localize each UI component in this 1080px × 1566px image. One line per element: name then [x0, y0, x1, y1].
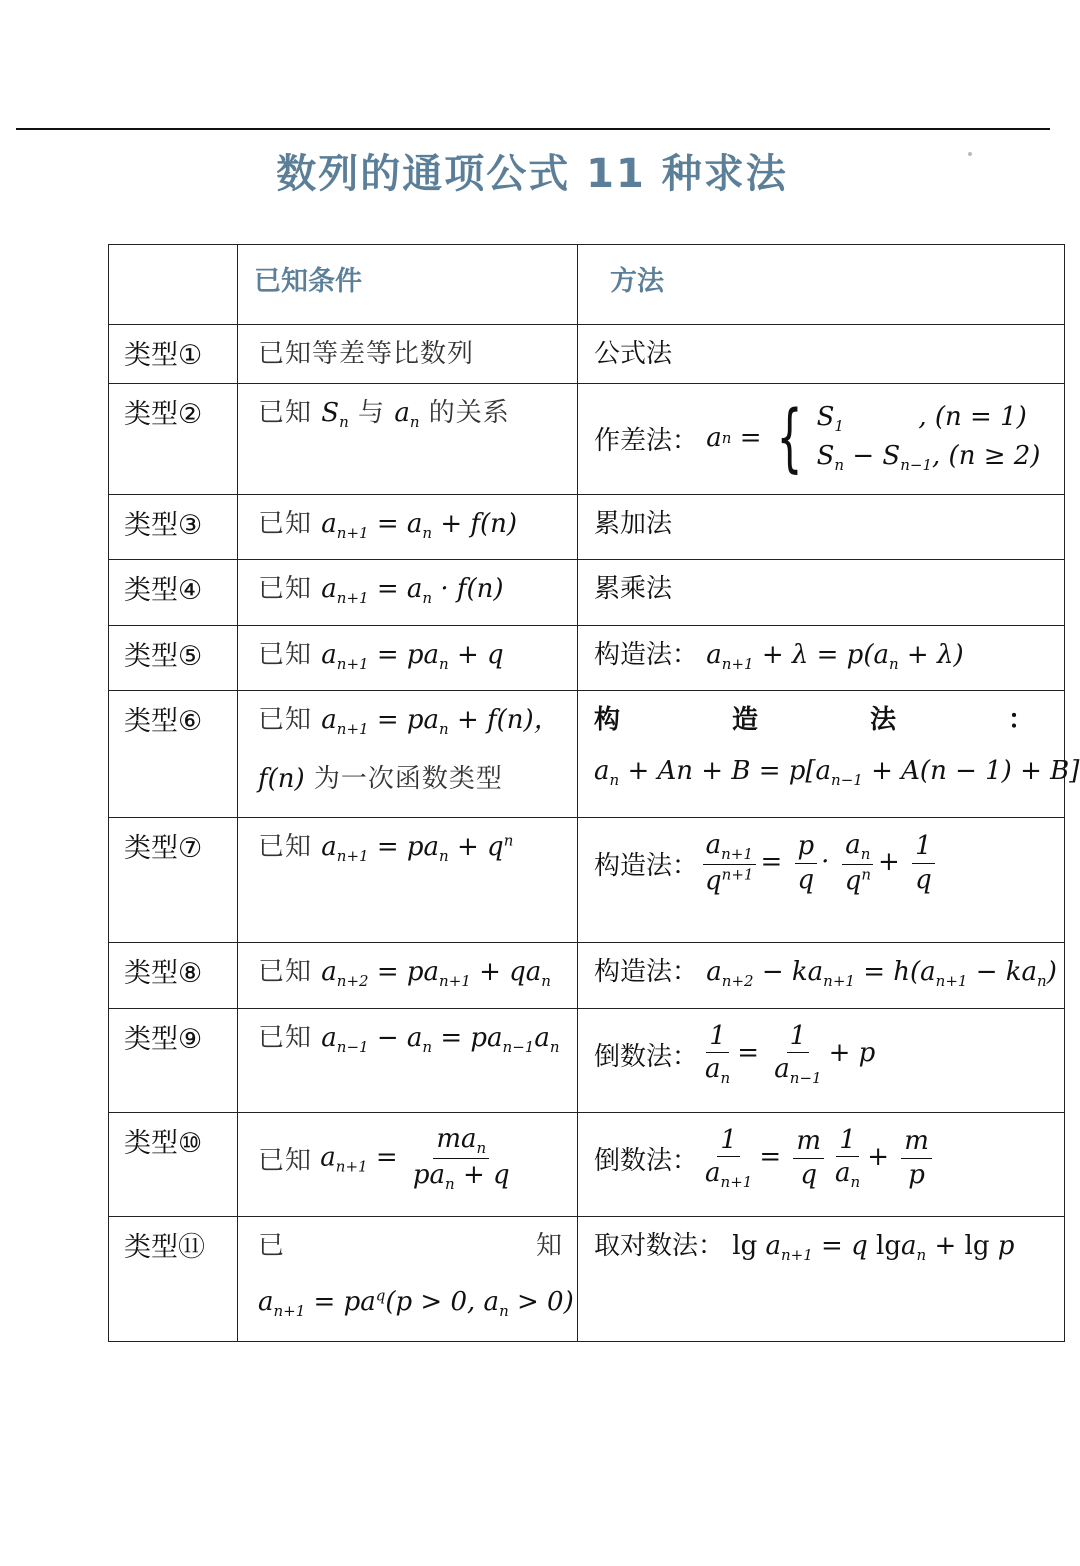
cond-prefix: 已知: [258, 509, 313, 539]
method-label: 倒数法：: [594, 1145, 699, 1176]
cond-prefix: 已知: [258, 1145, 313, 1176]
method-char: 法: [869, 705, 896, 735]
formula: $\lg a_{n+1} = q$ lga$_n$ + lg p: [732, 1231, 1015, 1265]
type-label: 类型⑩: [109, 1113, 238, 1217]
formula: $\frac{1}{a_{n+1}}$ = $\frac{m}{q}$ $\frac{1}{a_n}$ + $\frac{m}{p}$: [698, 1124, 936, 1192]
cond-prefix: 已知: [258, 574, 313, 604]
method-cell: 公式法: [578, 325, 1065, 384]
condition-cell: [238, 691, 578, 818]
cond-prefix: 已知: [258, 640, 313, 670]
formula: $a_{n+2} - ka_{n+1} = h(a_{n+1} - ka_n)$: [706, 957, 1057, 991]
condition-cell: [238, 495, 578, 560]
formula: $a_{n+1} = a_n + f(n)$: [321, 509, 518, 543]
type-label: 类型⑨: [109, 1009, 238, 1113]
cond-char: 已: [258, 1231, 286, 1261]
method-cell: [578, 943, 1065, 1009]
condition-cell: [238, 560, 578, 626]
condition-cell: [238, 384, 578, 495]
header-method: 方法: [578, 245, 1065, 325]
method-label: 构造法：: [594, 957, 699, 987]
cond-prefix: 已知: [258, 705, 313, 735]
type-label: 类型⑤: [109, 626, 238, 691]
method-cell: [578, 1009, 1065, 1113]
method-label: 构造法：: [594, 850, 699, 881]
formula: $a_{n+2} = pa_{n+1} + qa_n$: [321, 957, 551, 991]
table-row: [109, 1217, 1065, 1342]
table-row: [109, 495, 1065, 560]
condition-cell: [238, 1217, 578, 1342]
formula: $S_n$: [321, 398, 349, 432]
table-row: [109, 560, 1065, 626]
case1-cond: (n = 1): [934, 401, 1027, 432]
cond-suffix: 的关系: [428, 398, 510, 428]
type-label: 类型④: [109, 560, 238, 626]
method-cell: [578, 1113, 1065, 1217]
formula: $a_n$: [394, 398, 420, 432]
formula-table: [108, 244, 1080, 1342]
table-row: [109, 626, 1065, 691]
speck: [968, 152, 972, 156]
formula: $a_{n-1} - a_n = pa_{n-1}a_n$: [321, 1023, 560, 1057]
cond-mid: 与: [358, 398, 386, 428]
formula: $a_{n+1} = a_n \cdot f(n)$: [321, 574, 504, 608]
formula: a n = { $S_1$ , (n = 1) $S_n - S_{n-1}$, (n ≥ 2): [698, 395, 1041, 481]
condition-cell: [238, 626, 578, 691]
table-row: [109, 1113, 1065, 1217]
method-char: 造: [731, 705, 758, 735]
top-rule: [16, 128, 1050, 130]
formula: $a_{n+1} = pa^q(p > 0$, $a_n > 0$): [258, 1286, 574, 1320]
method-cell: 累加法: [578, 495, 1065, 560]
method-cell: 累乘法: [578, 560, 1065, 626]
formula: $a_{n+1} = pa_n + f(n)$，: [321, 705, 560, 739]
method-label: 倒数法：: [594, 1041, 699, 1072]
type-label: 类型⑦: [109, 818, 238, 943]
table-row: [109, 384, 1065, 495]
cond-prefix: 已知: [258, 1023, 313, 1053]
formula: $\frac{1}{a_n}$ = $\frac{1}{a_{n-1}}$ + p: [705, 1020, 876, 1088]
type-label: 类型⑧: [109, 943, 238, 1009]
table-row: [109, 943, 1065, 1009]
cond-char: 知: [535, 1231, 563, 1261]
table-row: [109, 325, 1065, 384]
header-condition: 已知条件: [238, 245, 578, 325]
condition-cell: [238, 943, 578, 1009]
cond-line2: 为一次函数类型: [313, 764, 503, 795]
type-label: 类型③: [109, 495, 238, 560]
cond-prefix: 已知: [258, 957, 313, 987]
header-type: [109, 245, 238, 325]
table-row: [109, 1009, 1065, 1113]
method-cell: [578, 626, 1065, 691]
case2-cond: (n ≥ 2): [948, 441, 1041, 471]
formula: f(n): [258, 764, 305, 795]
condition-cell: 已知等差等比数列: [238, 325, 578, 384]
formula: $\frac{a_{n+1}}{q^{n+1}}$ = $\frac{p}{q}$ · $\frac{a_n}{q^n}$ + $\frac{1}{q}$: [698, 829, 939, 897]
header-row: [109, 245, 1065, 325]
method-label: 构造法：: [594, 640, 699, 670]
method-cell: [578, 384, 1065, 495]
cond-prefix: 已知: [258, 832, 313, 862]
formula: $a_{n+1} = pa_n + q$: [321, 640, 504, 674]
method-char: ：: [1007, 705, 1034, 735]
condition-cell: [238, 818, 578, 943]
method-cell: [578, 1217, 1065, 1342]
condition-cell: [238, 1113, 578, 1217]
type-label: 类型⑥: [109, 691, 238, 818]
cond-prefix: 已知: [258, 398, 313, 428]
method-cell: [578, 818, 1065, 943]
formula: $a_{n+1} + \lambda = p(a_n + \lambda)$: [706, 640, 964, 674]
type-label: 类型①: [109, 325, 238, 384]
method-cell: [578, 691, 1080, 818]
formula: $a_{n+1} = pa_n + q^n$: [321, 831, 514, 866]
type-label: 类型⑪: [109, 1217, 238, 1342]
formula: $a_{n+1}$ = $\frac{ma_n}{pa_n + q}$: [312, 1123, 510, 1193]
formula: $a_n + An + B = p[a_{n-1} + A(n - 1) + B]$: [594, 756, 1080, 790]
table-row: [109, 818, 1065, 943]
method-char: 构: [594, 705, 621, 735]
method-label: 取对数法：: [594, 1231, 725, 1261]
condition-cell: [238, 1009, 578, 1113]
type-label: 类型②: [109, 384, 238, 495]
table-row: [109, 691, 1065, 818]
page-title: 数列的通项公式 11 种求法: [276, 151, 788, 197]
method-label: 作差法：: [594, 425, 699, 456]
